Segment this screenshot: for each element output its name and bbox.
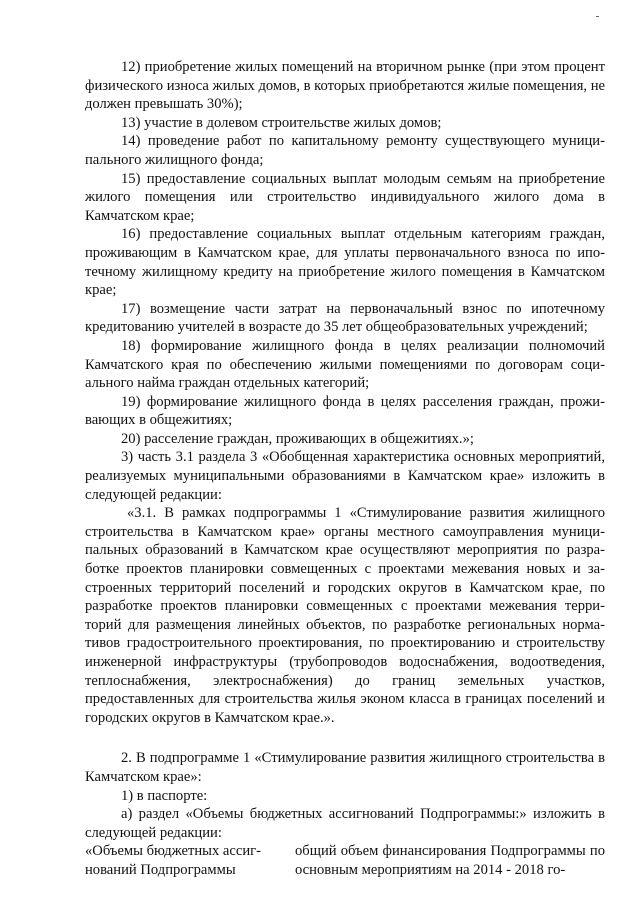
item-17: 17) возмещение части затрат на первоначальный взнос по ипотечному кредитованию учителей в возрасте до 35 лет общеобразовательных учреждений; — [85, 300, 605, 336]
paragraph-gap — [85, 727, 605, 749]
scan-mark — [596, 16, 599, 17]
item-12: 12) приобретение жилых помещений на вторичном рынке (при этом процент физического износа жилых домов, в которых приобретаются жилые помещения, не должен превышать 30%); — [85, 59, 605, 113]
item-13: 13) участие в долевом строительстве жилых домов; — [121, 114, 442, 131]
item-15: 15) предоставление социальных выплат молодым семьям на приобретение жилого помещения или строительство индивидуального жилого дома в Камчатском крае; — [85, 170, 605, 224]
item-19: 19) формирование жилищного фонда в целях расселения граждан, проживающих в общежитиях; — [85, 393, 605, 429]
item-20: 20) расселение граждан, проживающих в общежитиях.»; — [121, 430, 474, 447]
item-18: 18) формирование жилищного фонда в целях реализации полномочий Камчатского края по обеспечению жилыми помещениями по договорам социального найма граждан отдельных категорий; — [85, 337, 605, 392]
section-2-item-a: а) раздел «Объемы бюджетных ассигнований Подпрограммы:» изложить в следующей редакции: — [85, 806, 605, 841]
budget-table-value: общий объем финансирования Подпрограммы по основным мероприятиям на 2014 - 2018 го- — [295, 843, 605, 878]
section-2-heading: 2. В подпрограмме 1 «Стимулирование развития жилищного строительства в Камчатском крае»: — [85, 750, 605, 785]
amendment-part-3-1: 3) часть 3.1 раздела 3 «Обобщенная характеристика основных мероприятий, реализуемых муниципальными образованиями в Камчатском крае» изложить в следующей редакции: — [85, 449, 605, 503]
budget-table-row — [85, 842, 605, 879]
quoted-section-3-1: «3.1. В рамках подпрограммы 1 «Стимулирование развития жилищного строительства в Камчатском крае» органы местного самоуправления муниципальных образований в Камчатском крае осуществляют мероприятия по разработке проектов планировки совмещенных с проектами межевания новых и застроенных территорий поселений и городских округов в Камчатском крае, по разработке проектов планировки совмещенных с проектами межевания территорий для размещения линейных объектов, по разработке региональных нормативов градостроительного проектирования, по проектированию и строительству инженерной инфраструктуры (трубопроводов водоснабжения, водоотведения, теплоснабжения, электроснабжения) до границ земельных участков, предоставленных для строительства жилья эконом класса в границах поселений и городских округов в Камчатском крае.». — [85, 505, 605, 726]
item-16: 16) предоставление социальных выплат отдельным категориям граждан, проживающим в Камчатском крае, для уплаты первоначального взноса по ипотечному жилищному кредиту на приобретение жилого помещения в Камчатском крае; — [85, 226, 605, 299]
section-2-item-1: 1) в паспорте: — [121, 787, 208, 804]
budget-table-label: «Объемы бюджетных ассигнований Подпрограммы — [85, 843, 262, 878]
item-14: 14) проведение работ по капитальному ремонту существующего муниципального жилищного фонда; — [85, 133, 605, 168]
document-page — [85, 58, 605, 880]
